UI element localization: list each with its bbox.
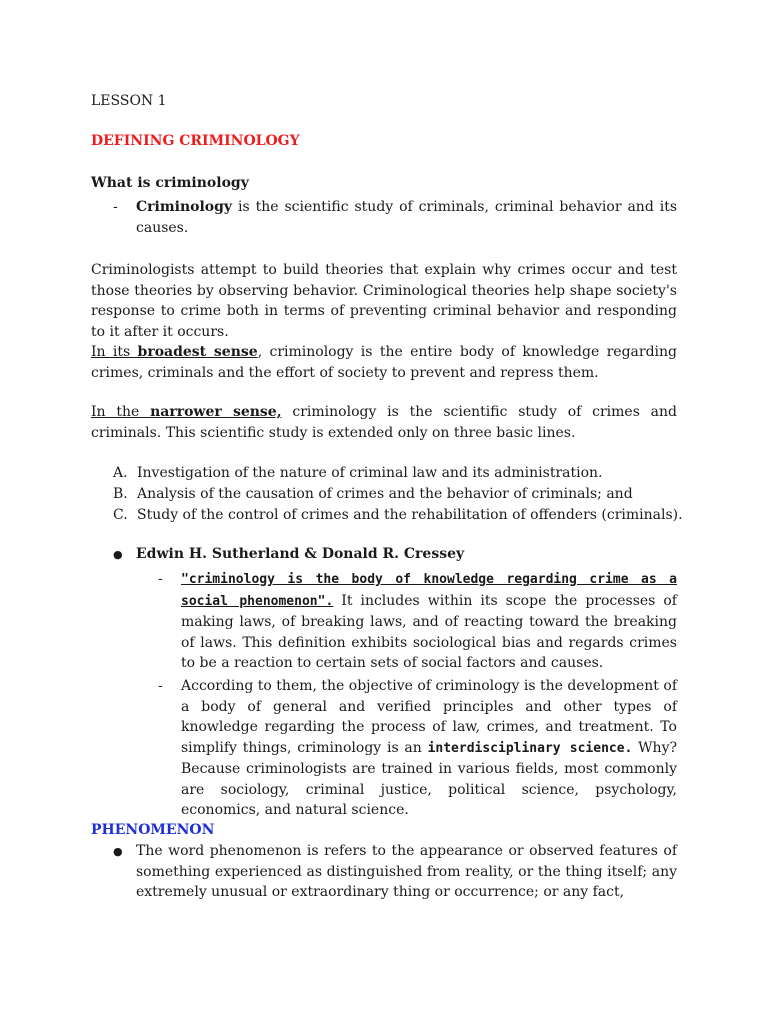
- list-text: Analysis of the causation of crimes and the behavior of criminals; and: [137, 486, 633, 502]
- sutherland-definition: [181, 569, 677, 674]
- objective-lead: According to them, the objective of criminology is the development of a body of general and verified principles and other types of knowledge regarding the process of law, crimes, and treatment. To simplify things, criminology is an: [181, 678, 677, 756]
- bullet-icon: ●: [113, 845, 123, 858]
- section-heading: What is criminology: [91, 175, 249, 191]
- definition-quote: "criminology is the body of knowledge regarding crime as a social phenomenon".: [181, 572, 677, 609]
- list-label: C.: [113, 507, 128, 523]
- bullet-icon: ●: [113, 548, 123, 561]
- criminology-term: Criminology: [136, 199, 233, 215]
- phenomenon-heading: PHENOMENON: [91, 822, 215, 838]
- criminology-definition: [136, 197, 677, 238]
- dash-marker: -: [158, 678, 163, 694]
- paragraph-theories: Criminologists attempt to build theories that explain why crimes occur and test those theories by observing behavior. Criminological theories help shape society's response to crime both in terms of preventing criminal behavior and responding to it after it occurs.: [91, 262, 677, 340]
- dash-marker: -: [158, 571, 163, 587]
- objective-paragraph: [181, 676, 677, 821]
- paragraph-broadest-sense: [91, 342, 677, 383]
- page-title: DEFINING CRIMINOLOGY: [91, 133, 300, 149]
- list-label: A.: [113, 465, 128, 481]
- criminology-definition-text: is the scientific study of criminals, criminal behavior and its causes.: [136, 199, 677, 236]
- definition-explanation: It includes within its scope the processes of making laws, of breaking laws, and of reacting toward the breaking of laws. This definition exhibits sociological bias and regards crimes to be a reaction to certain sets of social factors and causes.: [181, 592, 677, 671]
- authors-heading: Edwin H. Sutherland & Donald R. Cressey: [136, 546, 465, 562]
- list-text: Study of the control of crimes and the rehabilitation of offenders (criminals).: [137, 507, 683, 523]
- narrower-sense-term: narrower sense,: [150, 404, 282, 420]
- broadest-sense-term: broadest sense: [137, 344, 258, 360]
- list-item: [113, 463, 683, 484]
- list-item: [113, 484, 683, 505]
- interdisciplinary-term: interdisciplinary science.: [427, 740, 633, 756]
- phenomenon-definition: The word phenomenon is refers to the appearance or observed features of something experienced as distinguished from reality, or the thing itself; any extremely unusual or extraordinary thing or occurrence; or any fact,: [136, 843, 677, 900]
- broadest-sense-text: , criminology is the entire body of knowledge regarding crimes, criminals and the effort of society to prevent and repress them.: [91, 344, 677, 381]
- list-item: [113, 505, 683, 526]
- paragraph-narrower-sense: [91, 402, 677, 443]
- list-label: B.: [113, 486, 128, 502]
- objective-rest: Why? Because criminologists are trained in various fields, most commonly are sociology, criminal justice, political science, psychology, economics, and natural science.: [181, 739, 677, 818]
- dash-marker: -: [113, 199, 118, 215]
- lesson-label: LESSON 1: [91, 93, 167, 109]
- list-text: Investigation of the nature of criminal law and its administration.: [137, 465, 603, 481]
- narrower-lead: In the: [91, 404, 151, 420]
- broadest-lead: In its: [91, 344, 138, 360]
- narrower-sense-text: criminology is the scientific study of crimes and criminals. This scientific study is extended only on three basic lines.: [91, 404, 677, 441]
